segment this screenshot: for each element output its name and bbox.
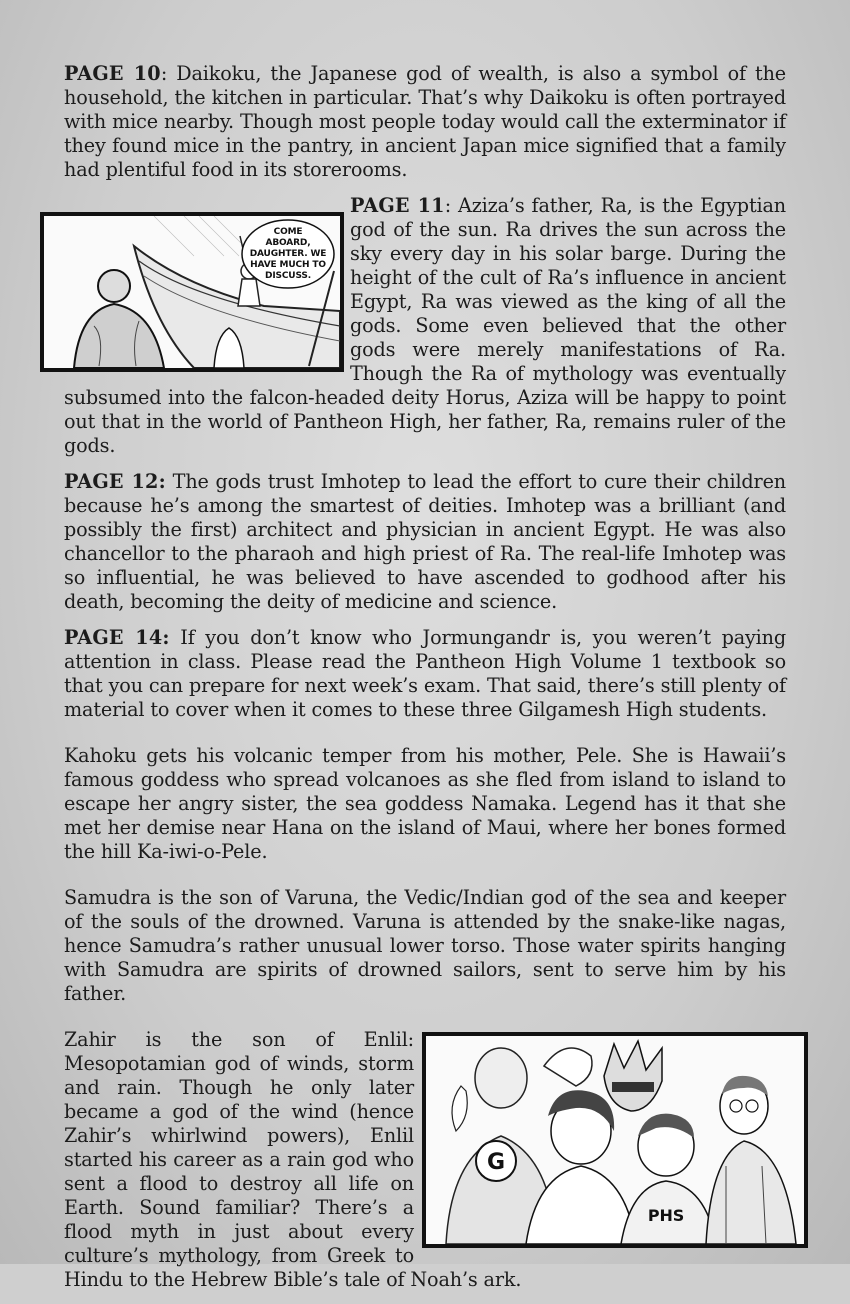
section-page-12 bbox=[64, 470, 786, 614]
speech-line: COME bbox=[273, 227, 303, 237]
shirt-text: PHS bbox=[647, 1206, 685, 1225]
section-page-14 bbox=[64, 626, 786, 722]
comic-panel-gilgamesh-students bbox=[422, 1032, 808, 1248]
section-page-11 bbox=[64, 194, 786, 458]
comic-panel-solar-barge bbox=[40, 212, 344, 372]
paragraph-kahoku: Kahoku gets his volcanic temper from his mother, Pele. She is Hawaii’s famous goddess who spread volcanoes as she fled from island to island to escape her angry sister, the sea goddess Namaka. Legend has it that she met her demise near Hana on the island of Maui, where her bones formed the hill Ka-iwi-o-Pele. bbox=[64, 744, 786, 863]
jacket-letter: G bbox=[487, 1150, 505, 1175]
section-body: If you don’t know who Jormungandr is, you weren’t paying attention in class. Please read the Pantheon High Volume 1 textbook so that you can prepare for next week’s exam. That said, there’s still plenty of material to cover when it comes to these three Gilgamesh High students. bbox=[64, 626, 787, 721]
paragraph-samudra: Samudra is the son of Varuna, the Vedic/Indian god of the sea and keeper of the souls of the drowned. Varuna is attended by the snake-like nagas, hence Samudra’s rather unusual lower torso. Those water spirits hanging with Samudra are spirits of drowned sailors, sent to serve him by his father. bbox=[64, 886, 786, 1005]
section-body: : Aziza’s father, Ra, is the Egyptian god of the sun. Ra drives the sun across the sky every day in his solar barge. During the height of the cult of Ra’s influence in ancient Egypt, Ra was viewed as the king of all the gods. Some even believed that the other gods were merely manifestations of Ra. Though the Ra of mythology was eventually subsumed into the falcon-headed deity Horus, Aziza will be happy to point out that in the world of Pantheon High, her father, Ra, remains ruler of the gods. bbox=[64, 194, 786, 457]
speech-line: DISCUSS. bbox=[265, 271, 311, 281]
section-label: PAGE 10 bbox=[64, 62, 161, 85]
section-body: The gods trust Imhotep to lead the effort to cure their children because he’s among the smartest of deities. Imhotep was a brilliant (and possibly the first) architect and physician in ancient Egypt. He was also chancellor to the pharaoh and high priest of Ra. The real-life Imhotep was so influential, he was believed to have ascended to godhood after his death, becoming the deity of medicine and science. bbox=[64, 470, 786, 613]
speech-line: DAUGHTER. WE bbox=[249, 249, 327, 259]
paragraph-zahir: Zahir is the son of Enlil: Mesopotamian god of winds, storm and rain. Though he only later became a god of the wind (hence Zahir’s whirlwind powers), Enlil started his career as a rain god who sent a flood to destroy all life on Earth. Sound familiar? There’s a flood myth in just about every culture’s mythology, from Greek to Hindu to the Hebrew Bible’s tale of Noah’s ark. bbox=[64, 1028, 522, 1291]
paragraph-zahir-wrap bbox=[64, 1028, 786, 1292]
section-label: PAGE 12: bbox=[64, 470, 166, 493]
speech-line: ABOARD, bbox=[265, 238, 311, 248]
section-page-10 bbox=[64, 62, 786, 182]
speech-line: HAVE MUCH TO bbox=[250, 260, 326, 270]
article-text bbox=[64, 62, 786, 1304]
section-label: PAGE 11 bbox=[350, 194, 445, 217]
section-label: PAGE 14: bbox=[64, 626, 170, 649]
section-body: : Daikoku, the Japanese god of wealth, is also a symbol of the household, the kitchen in particular. That’s why Daikoku is often portrayed with mice nearby. Though most people today would call the exterminator if they found mice in the pantry, in ancient Japan mice signified that a family had plentiful food in its storerooms. bbox=[64, 62, 786, 181]
